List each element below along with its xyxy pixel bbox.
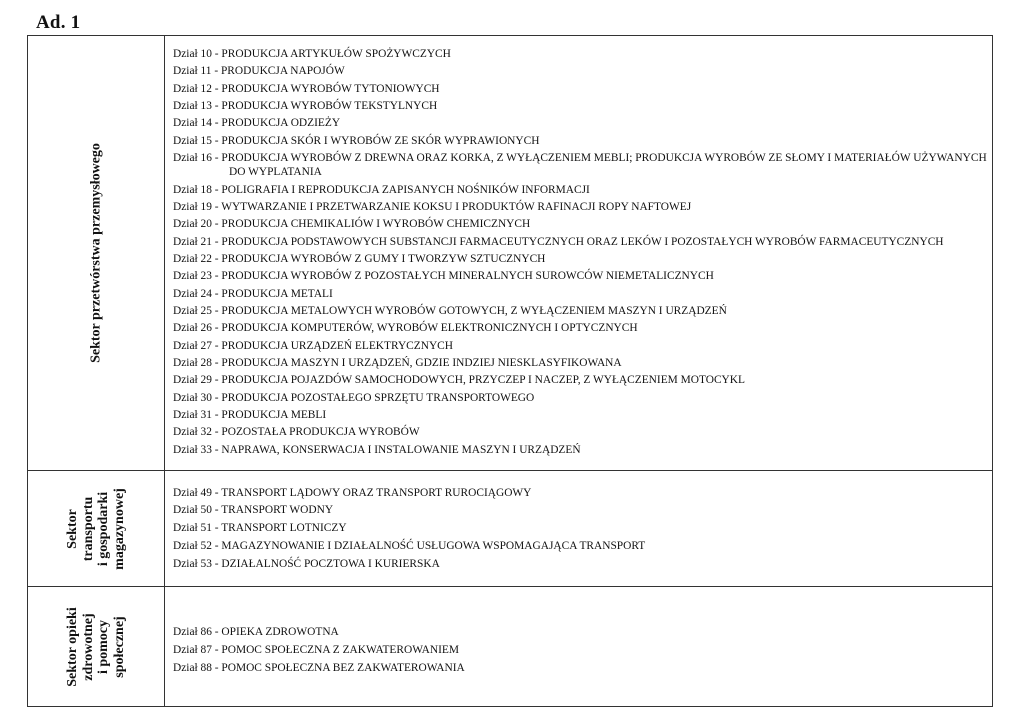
division-item: Dział 51 - TRANSPORT LOTNICZY bbox=[173, 522, 347, 535]
division-item: Dział 53 - DZIAŁALNOŚĆ POCZTOWA I KURIERSKA bbox=[173, 557, 440, 570]
sector-label-cell bbox=[28, 587, 165, 707]
division-item: Dział 11 - PRODUKCJA NAPOJÓW bbox=[173, 65, 345, 78]
division-item: Dział 88 - POMOC SPOŁECZNA BEZ ZAKWATEROWANIA bbox=[173, 661, 465, 674]
division-item: Dział 32 - POZOSTAŁA PRODUKCJA WYROBÓW bbox=[173, 426, 420, 439]
sector-label-line: magazynowej bbox=[111, 487, 127, 570]
sector-label-line: i pomocy bbox=[96, 619, 111, 674]
division-item: Dział 52 - MAGAZYNOWANIE I DZIAŁALNOŚĆ USŁUGOWA WSPOMAGAJĄCA TRANSPORT bbox=[173, 539, 646, 552]
division-list-transport bbox=[165, 483, 992, 571]
division-item: Dział 86 - OPIEKA ZDROWOTNA bbox=[173, 626, 339, 639]
division-list-cell bbox=[165, 36, 993, 471]
division-item: Dział 29 - PRODUKCJA POJAZDÓW SAMOCHODOWYCH, PRZYCZEP I NACZEP, Z WYŁĄCZENIEM MOTOCYKL bbox=[173, 374, 745, 387]
division-item: Dział 13 - PRODUKCJA WYROBÓW TEKSTYLNYCH bbox=[173, 99, 438, 112]
division-list-healthcare bbox=[165, 614, 992, 675]
sector-label-manufacturing bbox=[88, 143, 104, 363]
division-item: Dział 20 - PRODUKCJA CHEMIKALIÓW I WYROBÓW CHEMICZNYCH bbox=[173, 218, 531, 231]
sector-label-line: społecznej bbox=[111, 615, 127, 678]
division-item: Dział 49 - TRANSPORT LĄDOWY ORAZ TRANSPORT RUROCIĄGOWY bbox=[173, 486, 532, 499]
sector-row-manufacturing bbox=[28, 36, 993, 471]
sector-table bbox=[27, 35, 993, 707]
division-list-cell bbox=[165, 587, 993, 707]
division-item: Dział 21 - PRODUKCJA PODSTAWOWYCH SUBSTANCJI FARMACEUTYCZNYCH ORAZ LEKÓW I POZOSTAŁYCH WYROBÓW FARMACEUTYCZNYCH bbox=[173, 235, 944, 248]
division-item: Dział 15 - PRODUKCJA SKÓR I WYROBÓW ZE SKÓR WYPRAWIONYCH bbox=[173, 134, 540, 147]
division-item: Dział 33 - NAPRAWA, KONSERWACJA I INSTALOWANIE MASZYN I URZĄDZEŃ bbox=[173, 443, 581, 456]
division-list-cell bbox=[165, 471, 993, 587]
division-item: Dział 31 - PRODUKCJA MEBLI bbox=[173, 409, 327, 422]
sector-label-line: Sektor opieki bbox=[65, 606, 80, 687]
division-item: Dział 30 - PRODUKCJA POZOSTAŁEGO SPRZĘTU TRANSPORTOWEGO bbox=[173, 391, 535, 404]
division-item: Dział 26 - PRODUKCJA KOMPUTERÓW, WYROBÓW ELEKTRONICZNYCH I OPTYCZNYCH bbox=[173, 322, 638, 335]
division-item: Dział 27 - PRODUKCJA URZĄDZEŃ ELEKTRYCZNYCH bbox=[173, 339, 454, 352]
division-item: Dział 10 - PRODUKCJA ARTYKUŁÓW SPOŻYWCZYCH bbox=[173, 47, 451, 60]
division-item: Dział 18 - POLIGRAFIA I REPRODUKCJA ZAPISANYCH NOŚNIKÓW INFORMACJI bbox=[173, 183, 590, 196]
division-item: Dział 28 - PRODUKCJA MASZYN I URZĄDZEŃ, GDZIE INDZIEJ NIESKLASYFIKOWANA bbox=[173, 356, 622, 369]
sector-label-line: Sektor bbox=[65, 508, 80, 549]
division-item: Dział 87 - POMOC SPOŁECZNA Z ZAKWATEROWANIEM bbox=[173, 644, 460, 657]
sector-label-cell bbox=[28, 471, 165, 587]
division-item: Dział 19 - WYTWARZANIE I PRZETWARZANIE KOKSU I PRODUKTÓW RAFINACJI ROPY NAFTOWEJ bbox=[173, 200, 692, 213]
sector-label-cell bbox=[28, 36, 165, 471]
division-list-manufacturing bbox=[165, 46, 992, 457]
sector-label-line: transportu bbox=[80, 496, 96, 561]
division-item: Dział 12 - PRODUKCJA WYROBÓW TYTONIOWYCH bbox=[173, 82, 440, 95]
sector-row-healthcare bbox=[28, 587, 993, 707]
division-item: Dział 24 - PRODUKCJA METALI bbox=[173, 287, 333, 300]
division-item: Dział 22 - PRODUKCJA WYROBÓW Z GUMY I TWORZYW SZTUCZNYCH bbox=[173, 252, 546, 265]
sector-row-transport bbox=[28, 471, 993, 587]
division-item: Dział 25 - PRODUKCJA METALOWYCH WYROBÓW GOTOWYCH, Z WYŁĄCZENIEM MASZYN I URZĄDZEŃ bbox=[173, 304, 727, 317]
division-item: Dział 14 - PRODUKCJA ODZIEŻY bbox=[173, 117, 341, 130]
page-heading: Ad. 1 bbox=[36, 12, 81, 33]
division-item: Dział 23 - PRODUKCJA WYROBÓW Z POZOSTAŁYCH MINERALNYCH SUROWCÓW NIEMETALICZNYCH bbox=[173, 270, 714, 283]
sector-label-transport bbox=[65, 488, 127, 570]
sector-label-line: Sektor przetwórstwa przemysłowego bbox=[88, 143, 104, 363]
sector-label-line: zdrowotnej bbox=[80, 612, 96, 681]
division-item: Dział 16 - PRODUKCJA WYROBÓW Z DREWNA ORAZ KORKA, Z WYŁĄCZENIEM MEBLI; PRODUKCJA WYROBÓW ZE SŁOMY I MATERIAŁÓW UŻYWANYCH DO WYPLATANIA bbox=[173, 152, 987, 179]
division-item: Dział 50 - TRANSPORT WODNY bbox=[173, 504, 334, 517]
sector-label-healthcare bbox=[65, 607, 127, 686]
sector-label-line: i gospodarki bbox=[96, 491, 111, 566]
